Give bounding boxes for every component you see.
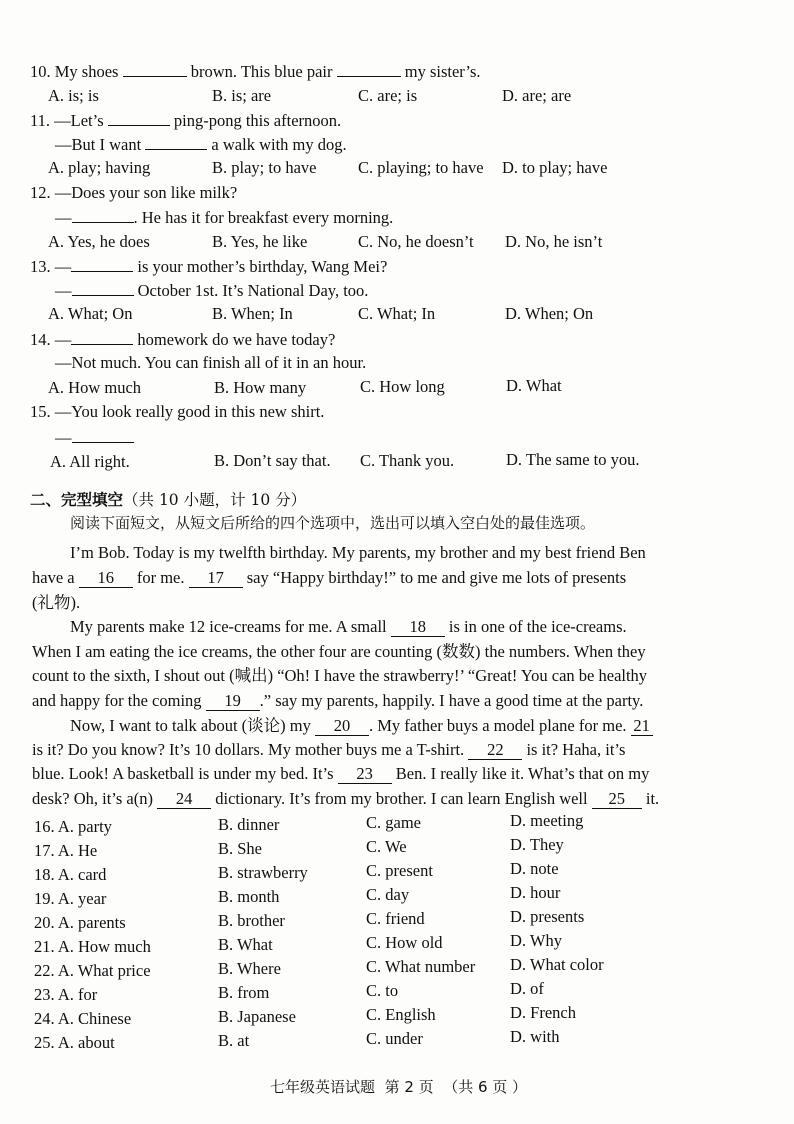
passage-text: is in one of the ice-creams. xyxy=(448,617,627,636)
question-text: — xyxy=(55,428,72,447)
cloze-blank-24: 24 xyxy=(157,790,211,809)
option-b: B. month xyxy=(218,887,280,906)
option-c: C. How old xyxy=(366,933,443,952)
passage-text: and happy for the coming xyxy=(32,691,202,710)
passage-text: is it? Do you know? It’s 10 dollars. My mother buys me a T-shirt. xyxy=(32,740,465,759)
option-c: C. What number xyxy=(366,957,476,976)
option-d: D. note xyxy=(510,859,559,878)
option-a: 25. A. about xyxy=(34,1033,115,1052)
passage-text: .” say my parents, happily. I have a good time at the party. xyxy=(259,691,644,710)
passage-line: count to the sixth, I shout out (喊出) “Oh! I have the strawberry!’ “Great! You can be healthy xyxy=(32,666,648,685)
passage-line: (礼物). xyxy=(32,593,81,612)
cloze-blank-21: 21 xyxy=(631,717,653,736)
option-a: 21. A. How much xyxy=(34,937,151,956)
answer-blank xyxy=(71,328,133,345)
option-d: D. They xyxy=(510,835,564,854)
passage-text: is it? Haha, it’s xyxy=(526,740,626,759)
option-b: B. at xyxy=(218,1031,250,1050)
question-text: 10. My shoes xyxy=(30,62,119,81)
option-a: 17. A. He xyxy=(34,841,98,860)
question-text: October 1st. It’s National Day, too. xyxy=(137,281,369,300)
passage-text: Now, I want to talk about (谈论) my xyxy=(70,716,311,735)
question-14-line2: —Not much. You can finish all of it in an hour. xyxy=(55,353,367,372)
option-a: 16. A. party xyxy=(34,817,112,836)
option-a: 18. A. card xyxy=(34,865,107,884)
option-b: B. Japanese xyxy=(218,1007,296,1026)
passage-line xyxy=(32,738,625,763)
option-d: D. to play; have xyxy=(502,158,608,177)
option-d: D. When; On xyxy=(505,304,594,323)
question-text: 11. —Let’s xyxy=(30,111,104,130)
question-text: a walk with my dog. xyxy=(211,135,347,154)
option-c: C. What; In xyxy=(358,304,436,323)
passage-text: My parents make 12 ice-creams for me. A small xyxy=(70,617,387,636)
option-d: D. French xyxy=(510,1003,576,1022)
cloze-blank-23: 23 xyxy=(338,765,392,784)
option-b: B. from xyxy=(218,983,270,1002)
question-12-line1: 12. —Does your son like milk? xyxy=(30,183,238,202)
option-d: D. hour xyxy=(510,883,561,902)
passage-text: . My father buys a model plane for me. xyxy=(369,716,627,735)
answer-blank xyxy=(108,109,170,126)
footer-page-number: 第 2 页 xyxy=(384,1078,434,1096)
option-c: C. English xyxy=(366,1005,436,1024)
passage-text: have a xyxy=(32,568,75,587)
question-13-line1 xyxy=(30,255,387,278)
question-text: — xyxy=(55,208,72,227)
passage-line xyxy=(32,689,643,714)
cloze-blank-25: 25 xyxy=(592,790,642,809)
section-heading xyxy=(30,488,306,510)
passage-line xyxy=(70,714,653,739)
option-b: B. Yes, he like xyxy=(212,232,308,251)
page-footer xyxy=(270,1076,527,1097)
option-a: 20. A. parents xyxy=(34,913,126,932)
passage-text: desk? Oh, it’s a(n) xyxy=(32,789,153,808)
option-d: D. meeting xyxy=(510,811,584,830)
option-d: D. are; are xyxy=(502,86,572,105)
option-c: C. under xyxy=(366,1029,423,1048)
option-d: D. What color xyxy=(510,955,604,974)
option-b: B. brother xyxy=(218,911,285,930)
answer-blank xyxy=(123,60,187,77)
answer-blank xyxy=(145,133,207,150)
answer-blank xyxy=(72,426,134,443)
option-c: C. friend xyxy=(366,909,425,928)
question-text: 14. — xyxy=(30,330,72,349)
option-a: A. What; On xyxy=(48,304,133,323)
option-c: C. day xyxy=(366,885,410,904)
cloze-blank-22: 22 xyxy=(468,741,522,760)
cloze-blank-16: 16 xyxy=(79,569,133,588)
option-a: A. How much xyxy=(48,378,142,397)
option-c: C. We xyxy=(366,837,407,856)
option-b: B. What xyxy=(218,935,273,954)
question-text: — xyxy=(55,281,72,300)
footer-exam-label: 七年级英语试题 xyxy=(270,1078,376,1096)
answer-blank xyxy=(72,206,134,223)
option-d: D. presents xyxy=(510,907,585,926)
option-c: C. No, he doesn’t xyxy=(358,232,474,251)
option-d: D. No, he isn’t xyxy=(505,232,603,251)
question-text: 13. — xyxy=(30,257,72,276)
passage-text: dictionary. It’s from my brother. I can learn English well xyxy=(215,789,588,808)
question-text: is your mother’s birthday, Wang Mei? xyxy=(137,257,388,276)
passage-line: I’m Bob. Today is my twelfth birthday. My parents, my brother and my best friend Ben xyxy=(70,543,646,562)
passage-text: for me. xyxy=(136,568,185,587)
answer-blank xyxy=(72,279,134,296)
passage-line: When I am eating the ice creams, the other four are counting (数数) the numbers. When they xyxy=(32,642,646,661)
option-d: D. The same to you. xyxy=(506,450,640,469)
question-text: . He has it for breakfast every morning. xyxy=(133,208,394,227)
passage-text: blue. Look! A basketball is under my bed. It’s xyxy=(32,764,334,783)
question-13-line2 xyxy=(55,279,368,302)
option-b: B. dinner xyxy=(218,815,280,834)
question-text: —But I want xyxy=(55,135,142,154)
option-b: B. play; to have xyxy=(212,158,317,177)
section-score-note: （共 10 小题，计 10 分） xyxy=(123,491,307,509)
option-b: B. strawberry xyxy=(218,863,308,882)
question-text: my sister’s. xyxy=(404,62,481,81)
question-15-line1: 15. —You look really good in this new shirt. xyxy=(30,402,325,421)
option-b: B. When; In xyxy=(212,304,293,323)
question-text: ping-pong this afternoon. xyxy=(173,111,342,130)
question-11-line2 xyxy=(55,133,347,156)
cloze-blank-17: 17 xyxy=(189,569,243,588)
option-d: D. of xyxy=(510,979,544,998)
passage-text: Ben. I really like it. What’s that on my xyxy=(395,764,650,783)
option-a: A. play; having xyxy=(48,158,151,177)
option-a: 22. A. What price xyxy=(34,961,151,980)
cloze-blank-18: 18 xyxy=(391,618,445,637)
option-c: C. Thank you. xyxy=(360,451,455,470)
section-title: 二、完型填空 xyxy=(30,491,124,509)
option-c: C. are; is xyxy=(358,86,418,105)
question-12-line2 xyxy=(55,206,393,229)
option-d: D. Why xyxy=(510,931,562,950)
option-b: B. She xyxy=(218,839,263,858)
answer-blank xyxy=(337,60,401,77)
question-text: brown. This blue pair xyxy=(190,62,333,81)
answer-blank xyxy=(71,255,133,272)
option-a: A. Yes, he does xyxy=(48,232,150,251)
passage-text: say “Happy birthday!” to me and give me lots of presents xyxy=(246,568,627,587)
question-14-line1 xyxy=(30,328,335,351)
option-c: C. playing; to have xyxy=(358,158,484,177)
passage-line xyxy=(32,762,649,787)
option-a: A. All right. xyxy=(50,452,130,471)
option-a: 24. A. Chinese xyxy=(34,1009,132,1028)
question-text: homework do we have today? xyxy=(137,330,336,349)
question-10-stem xyxy=(30,60,481,83)
cloze-blank-19: 19 xyxy=(206,692,260,711)
passage-line xyxy=(70,615,627,640)
question-15-line2 xyxy=(55,426,134,449)
footer-total-pages: （共 6 页 ） xyxy=(443,1078,528,1096)
option-b: B. is; are xyxy=(212,86,272,105)
option-b: B. Where xyxy=(218,959,281,978)
option-a: 19. A. year xyxy=(34,889,107,908)
passage-line xyxy=(32,566,626,591)
option-c: C. game xyxy=(366,813,421,832)
section-instruction: 阅读下面短文，从短文后所给的四个选项中，选出可以填入空白处的最佳选项。 xyxy=(70,514,596,532)
option-a: 23. A. for xyxy=(34,985,98,1004)
option-b: B. How many xyxy=(214,378,307,397)
passage-line xyxy=(32,787,659,812)
option-c: C. present xyxy=(366,861,433,880)
option-d: D. with xyxy=(510,1027,560,1046)
option-b: B. Don’t say that. xyxy=(214,451,331,470)
option-c: C. to xyxy=(366,981,399,1000)
question-11-line1 xyxy=(30,109,341,132)
cloze-blank-20: 20 xyxy=(315,717,369,736)
option-d: D. What xyxy=(506,376,562,395)
passage-text: it. xyxy=(645,789,660,808)
option-c: C. How long xyxy=(360,377,445,396)
option-a: A. is; is xyxy=(48,86,99,105)
